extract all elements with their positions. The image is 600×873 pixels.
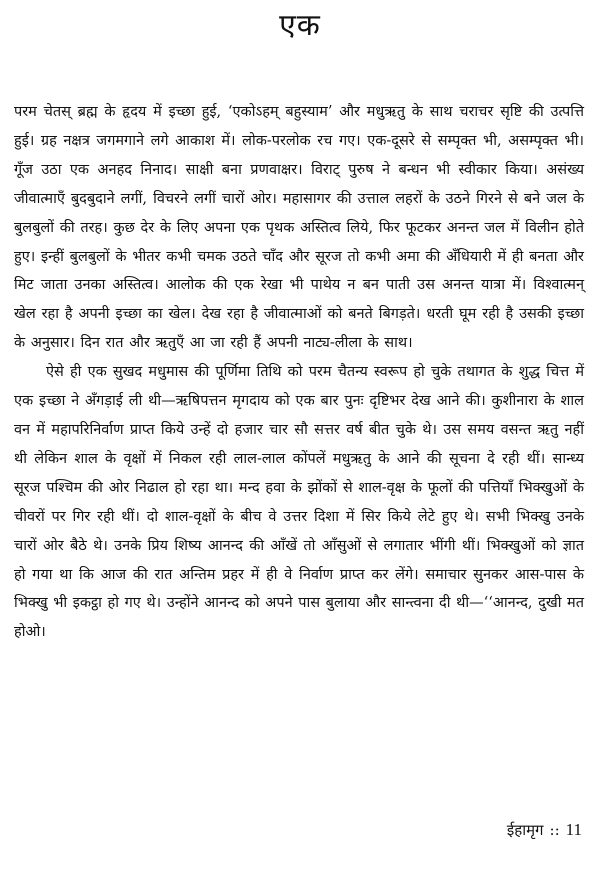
page-footer [507,819,582,841]
footer-separator: :: [549,821,560,839]
footer-book-title: ईहामृग [506,821,544,839]
paragraph-2: ऐसे ही एक सुखद मधुमास की पूर्णिमा तिथि को परम चैतन्य स्वरूप हो चुके तथागत के शुद्ध चित्त में एक इच्छा ने अँगड़ाई ली थी—ऋषिपत्तन मृगदाय को एक बार पुनः दृष्टिभर देख आने की। कुशीनारा के शाल वन में महापरिनिर्वाण प्राप्त किये उन्हें दो हजार चार सौ सत्तर वर्ष बीत चुके थे। उस समय वसन्त ऋतु नहीं थी लेकिन शाल के वृक्षों में निकल रही लाल-लाल कोंपलें मधुऋतु के आने की सूचना दे रही थीं। सान्ध्य सूरज पश्चिम की ओर निढाल हो रहा था। मन्द हवा के झोंकों से शाल-वृक्ष के फूलों की पत्तियाँ भिक्खुओं के चीवरों पर गिर रही थीं। दो शाल-वृक्षों के बीच वे उत्तर दिशा में सिर किये लेटे हुए थे। सभी भिक्खु उनके चारों ओर बैठे थे। उनके प्रिय शिष्य आनन्द की आँखें तो आँसुओं से लगातार भींगी थीं। भिक्खुओं को ज्ञात हो गया था कि आज की रात अन्तिम प्रहर में ही वे निर्वाण प्राप्त कर लेंगे। समाचार सुनकर आस-पास के भिक्खु भी इकट्ठा हो गए थे। उन्होंने आनन्द को अपने पास बुलाया और सान्त्वना दी थी—‘‘आनन्द, दुखी मत होओ। [14,364,584,641]
page-number: 11 [565,820,582,839]
body-text [14,98,584,647]
paragraph-1: परम चेतस् ब्रह्म के हृदय में इच्छा हुई, ‘एकोऽहम् बहुस्याम’ और मधुऋतु के साथ चराचर सृष्टि की उत्पत्ति हुई। ग्रह नक्षत्र जगमगाने लगे आकाश में। लोक-परलोक रच गए। एक-दूसरे से सम्पृक्त भी, असम्पृक्त भी। गूँज उठा एक अनहद निनाद। साक्षी बना प्रणवाक्षर। विराट् पुरुष ने बन्धन भी स्वीकार किया। असंख्य जीवात्माएँ बुदबुदाने लगीं, विचरने लगीं चारों ओर। महासागर की उत्ताल लहरों के उठने गिरने से बने जल के बुलबुलों की तरह। कुछ देर के लिए अपना एक पृथक अस्तित्व लिये, फिर फूटकर अनन्त जल में विलीन होते हुए। इन्हीं बुलबुलों के भीतर कभी चमक उठते चाँद और सूरज तो कभी अमा की अँधियारी में ही बनता और मिट जाता उनका अस्तित्व। आलोक की एक रेखा भी पाथेय न बन पाती उस अनन्त यात्रा में। विश्वात्मन् खेल रहा है अपनी इच्छा का खेल। देख रहा है जीवात्माओं को बनते बिगड़ते। धरती घूम रही है उसकी इच्छा के अनुसार। दिन रात और ऋतुएँ आ जा रही हैं अपनी नाट्य-लीला के साथ। [14,104,584,352]
chapter-title: एक [279,8,321,43]
